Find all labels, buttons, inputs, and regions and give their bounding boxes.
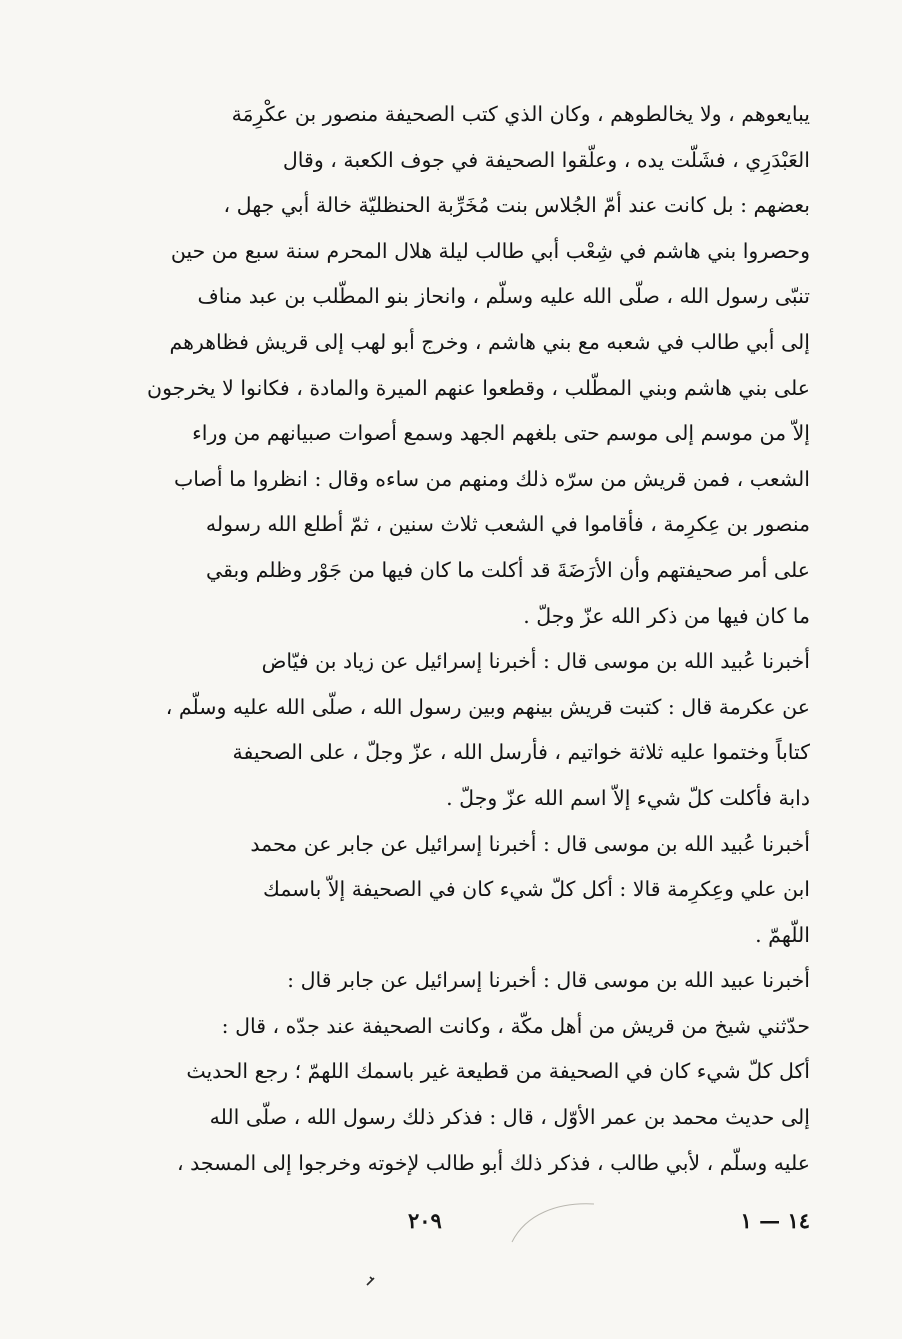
page-footer	[88, 1200, 810, 1244]
text-line-3: بعضهم : بل كانت عند أمّ الجُلاس بنت مُخَرِّبة الحنظليّة خالة أبي جهل ،	[223, 193, 810, 218]
text-line-8: إلاّ من موسم إلى موسم حتى بلغهم الجهد وسمع أصوات صبيانهم من وراء	[192, 421, 810, 446]
text-line-11: على أمر صحيفتهم وأن الأرَضَةَ قد أكلت ما كان فيها من جَوْر وظلم وبقي	[206, 557, 810, 582]
text-line-15: كتاباً وختموا عليه ثلاثة خواتيم ، فأرسل الله ، عزّ وجلّ ، على الصحيفة	[232, 740, 810, 765]
text-line-4: وحصروا بني هاشم في شِعْب أبي طالب ليلة هلال المحرم سنة سبع من حين	[170, 238, 810, 263]
text-line-1: يبايعوهم ، ولا يخالطوهم ، وكان الذي كتب الصحيفة منصور بن عكْرِمَة	[231, 102, 810, 126]
text-line-10: منصور بن عِكرِمة ، فأقاموا في الشعب ثلاث سنين ، ثمّ أطلع الله رسوله	[205, 512, 810, 537]
text-line-21: حدّثني شيخ من قريش من أهل مكّة ، وكانت الصحيفة عند جدّه ، قال :	[221, 1013, 810, 1038]
text-line-19: اللّهمّ .	[755, 922, 810, 947]
text-line-7: على بني هاشم وبني المطّلب ، وقطعوا عنهم الميرة والمادة ، فكانوا لا يخرجون	[147, 375, 810, 400]
text-line-16: دابة فأكلت كلّ شيء إلاّ اسم الله عزّ وجلّ .	[446, 785, 810, 810]
text-line-23: إلى حديث محمد بن عمر الأوّل ، قال : فذكر ذلك رسول الله ، صلّى الله	[209, 1105, 810, 1130]
text-line-17: أخبرنا عُبيد الله بن موسى قال : أخبرنا إسرائيل عن جابر عن محمد	[250, 831, 810, 856]
text-line-20: أخبرنا عبيد الله بن موسى قال : أخبرنا إسرائيل عن جابر قال :	[287, 968, 810, 993]
text-line-18: ابن علي وعِكرِمة قالا : أكل كلّ شيء كان في الصحيفة إلاّ باسمك	[263, 877, 810, 902]
text-line-13: أخبرنا عُبيد الله بن موسى قال : أخبرنا إسرائيل عن زياد بن فيّاض	[261, 649, 810, 674]
ink-speck-mark	[364, 1274, 378, 1288]
text-line-6: إلى أبي طالب في شعبه مع بني هاشم ، وخرج أبو لهب إلى قريش فظاهرهم	[169, 329, 810, 354]
text-line-14: عن عكرمة قال : كتبت قريش بينهم وبين رسول الله ، صلّى الله عليه وسلّم ،	[165, 694, 810, 719]
text-line-5: تنبّى رسول الله ، صلّى الله عليه وسلّم ، وانحاز بنو المطّلب بن عبد مناف	[197, 284, 810, 309]
signature-mark: ١٤ — ١	[740, 1208, 810, 1233]
body-text	[88, 92, 810, 1186]
text-line-2: العَبْدَرِي ، فشَلّت يده ، وعلّقوا الصحيفة في جوف الكعبة ، وقال	[282, 147, 810, 172]
text-line-24: عليه وسلّم ، لأبي طالب ، فذكر ذلك أبو طالب لإخوته وخرجوا إلى المسجد ،	[176, 1150, 810, 1175]
text-line-9: الشعب ، فمن قريش من سرّه ذلك ومنهم من ساءه وقال : انظروا ما أصاب	[173, 466, 810, 491]
text-line-22: أكل كلّ شيء كان في الصحيفة من قطيعة غير باسمك اللهمّ ؛ رجع الحديث	[186, 1059, 810, 1084]
text-line-12: ما كان فيها من ذكر الله عزّ وجلّ .	[523, 603, 810, 628]
page-number: ٢٠٩	[408, 1208, 442, 1233]
